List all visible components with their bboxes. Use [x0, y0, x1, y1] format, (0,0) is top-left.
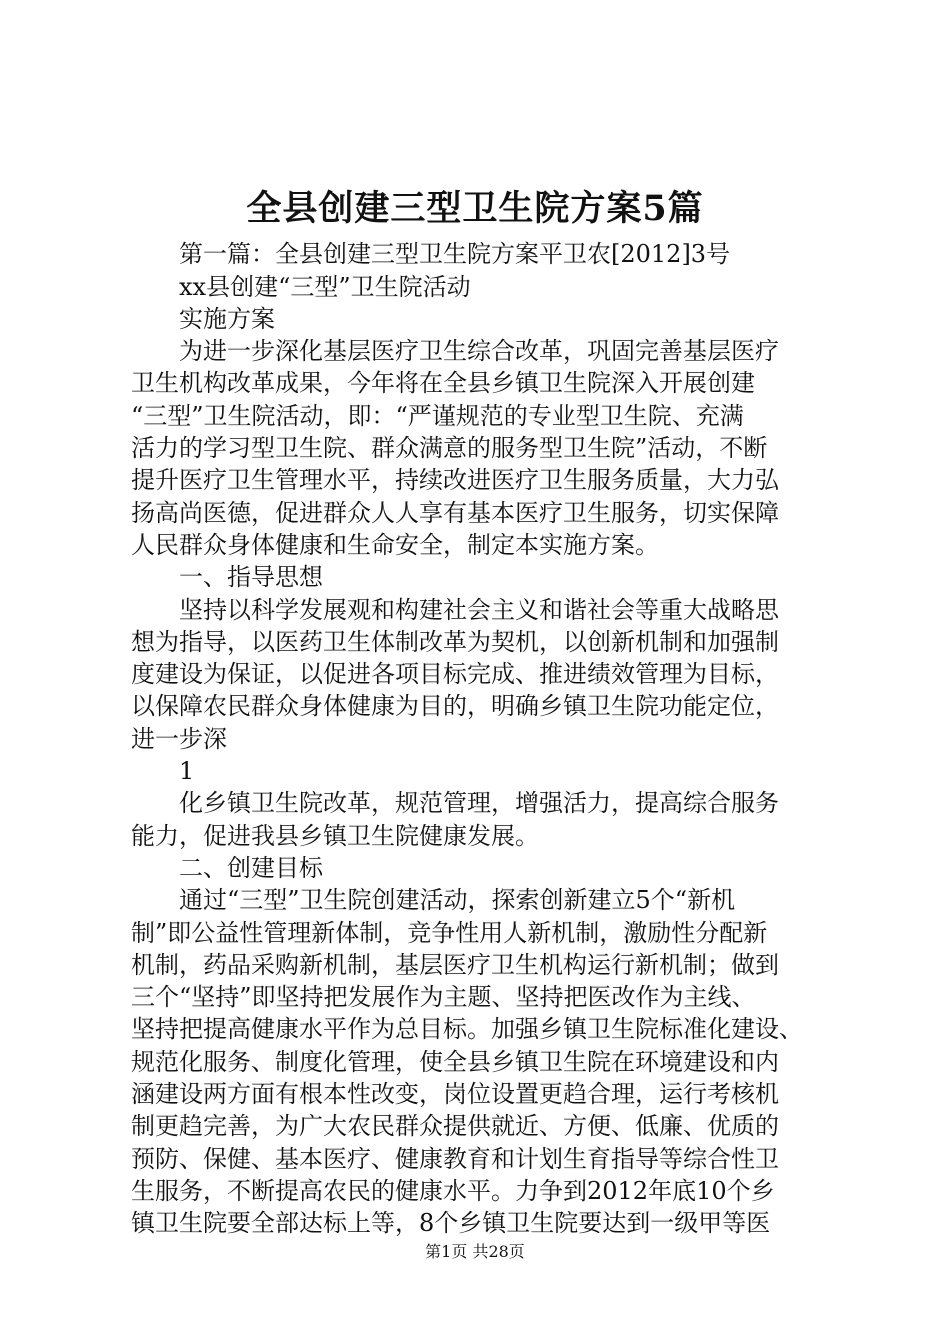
paragraph-line: 第一篇：全县创建三型卫生院方案平卫农[2012]3号	[179, 240, 731, 269]
paragraph-line: 坚持以科学发展观和构建社会主义和谐社会等重大战略思	[179, 595, 779, 624]
paragraph-line: 为进一步深化基层医疗卫生综合改革，巩固完善基层医疗	[179, 337, 779, 366]
paragraph-line: 预防、保健、基本医疗、健康教育和计划生育指导等综合性卫	[131, 1144, 779, 1173]
document-title: 全县创建三型卫生院方案5篇	[246, 188, 704, 229]
paragraph-line: “三型”卫生院活动，即：“严谨规范的专业型卫生院、充满	[131, 401, 744, 430]
paragraph-line: 二、创建目标	[179, 853, 323, 882]
paragraph-line: 以保障农民群众身体健康为目的，明确乡镇卫生院功能定位，	[131, 692, 779, 721]
paragraph-line: 扬高尚医德，促进群众人人享有基本医疗卫生服务，切实保障	[131, 498, 779, 527]
paragraph-line: 制”即公益性管理新体制，竞争性用人新机制，激励性分配新	[131, 918, 768, 947]
paragraph-line: 提升医疗卫生管理水平，持续改进医疗卫生服务质量，大力弘	[131, 466, 779, 495]
paragraph-line: 制更趋完善，为广大农民群众提供就近、方便、低廉、优质的	[131, 1112, 779, 1141]
paragraph-line: 想为指导，以医药卫生体制改革为契机，以创新机制和加强制	[131, 627, 779, 656]
paragraph-line: 人民群众身体健康和生命安全，制定本实施方案。	[131, 530, 659, 559]
paragraph-line: 机制，药品采购新机制，基层医疗卫生机构运行新机制；做到	[131, 950, 779, 979]
paragraph-line	[131, 206, 831, 238]
paragraph-line: 度建设为保证，以促进各项目标完成、推进绩效管理为目标，	[131, 660, 779, 689]
page-number: 第1页 共28页	[425, 1242, 525, 1261]
paragraph-line: 化乡镇卫生院改革，规范管理，增强活力，提高综合服务	[179, 789, 779, 818]
paragraph-line: xx县创建“三型”卫生院活动	[179, 272, 471, 301]
paragraph-line: 1	[179, 757, 195, 786]
paragraph-line: 能力，促进我县乡镇卫生院健康发展。	[131, 821, 539, 850]
document-body	[131, 206, 831, 1240]
paragraph-line: 坚持把提高健康水平作为总目标。加强乡镇卫生院标准化建设、	[131, 1015, 803, 1044]
paragraph-line: 卫生机构改革成果，今年将在全县乡镇卫生院深入开展创建	[131, 369, 755, 398]
paragraph-line: 规范化服务、制度化管理，使全县乡镇卫生院在环境建设和内	[131, 1047, 779, 1076]
paragraph-line: 活力的学习型卫生院、群众满意的服务型卫生院”活动，不断	[131, 434, 768, 463]
paragraph-line: 镇卫生院要全部达标上等，8个乡镇卫生院要达到一级甲等医	[131, 1209, 771, 1238]
paragraph-line: 实施方案	[179, 304, 275, 333]
paragraph-line: 通过“三型”卫生院创建活动，探索创新建立5个“新机	[179, 886, 736, 915]
paragraph-line: 三个“坚持”即坚持把发展作为主题、坚持把医改作为主线、	[131, 983, 756, 1012]
paragraph-line: 涵建设两方面有根本性改变，岗位设置更趋合理，运行考核机	[131, 1080, 779, 1109]
paragraph-line: 进一步深	[131, 724, 227, 753]
paragraph-line: 生服务，不断提高农民的健康水平。力争到2012年底10个乡	[131, 1176, 775, 1205]
paragraph-line: 一、指导思想	[179, 563, 323, 592]
